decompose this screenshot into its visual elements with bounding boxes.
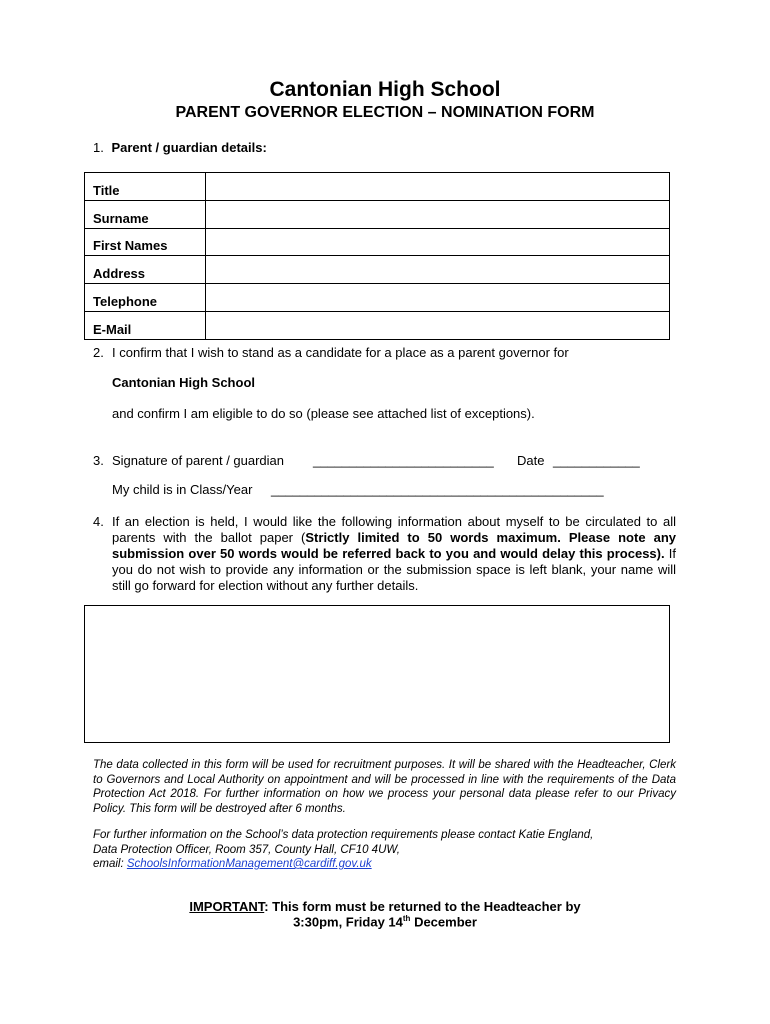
row-label-surname: Surname — [85, 200, 206, 228]
contact-line-1: For further information on the School’s data protection requirements please contact Katie England, — [93, 829, 594, 841]
surname-field[interactable] — [206, 200, 670, 228]
deadline-month: December — [410, 914, 477, 930]
class-year-line[interactable]: ______________________________________________ — [271, 482, 604, 497]
signature-label: Signature of parent / guardian — [112, 453, 285, 468]
row-label-title: Title — [85, 173, 206, 201]
info-text-b: If you do not wish to provide any information or the submission space is left blank, your name will still go forward for election without any further details. — [112, 546, 676, 593]
eligibility-text: and confirm I am eligible to do so (please see attached list of exceptions). — [112, 406, 535, 421]
circulation-info-text — [112, 514, 676, 594]
candidate-confirmation-text: I confirm that I wish to stand as a candidate for a place as a parent governor for — [112, 345, 569, 360]
table-row — [85, 173, 670, 201]
deadline-text: 3:30pm, Friday 14 — [293, 914, 403, 930]
email-label: email: — [93, 858, 127, 870]
table-row — [85, 256, 670, 284]
row-label-email: E-Mail — [85, 311, 206, 339]
email-link[interactable]: SchoolsInformationManagement@cardiff.gov.uk — [126, 858, 372, 870]
row-label-first-names: First Names — [85, 228, 206, 256]
title-field[interactable] — [206, 173, 670, 201]
contact-email-line — [93, 857, 676, 872]
date-label: Date — [517, 453, 545, 468]
section-2-number: 2. — [93, 345, 104, 360]
data-use-statement: The data collected in this form will be used for recruitment purposes. It will be shared with the Headteacher, Clerk to Governors and Local Authority on appointment and will be processed in line with the requirements of the Data Protection Act 2018. For further information on how we process your personal data please refer to our Privacy Policy. This form will be destroyed after 6 months. — [93, 759, 676, 815]
class-year-label: My child is in Class/Year — [112, 482, 253, 497]
table-row — [85, 284, 670, 312]
table-row — [85, 200, 670, 228]
info-text-a: If an election is held, I would like the following information about myself to be circulated to all parents with the ballot paper ( — [112, 514, 676, 545]
important-notice-line-1 — [0, 899, 770, 914]
first-names-field[interactable] — [206, 228, 670, 256]
table-row — [85, 228, 670, 256]
contact-line-2: Data Protection Officer, Room 357, County Hall, CF10 4UW, — [93, 843, 401, 856]
row-label-telephone: Telephone — [85, 284, 206, 312]
school-name: Cantonian High School — [112, 375, 255, 390]
form-subtitle: PARENT GOVERNOR ELECTION – NOMINATION FORM — [175, 104, 595, 121]
email-field[interactable] — [206, 311, 670, 339]
row-label-address: Address — [85, 256, 206, 284]
section-heading: Parent / guardian details: — [111, 140, 267, 155]
date-line[interactable]: ____________ — [553, 453, 640, 468]
section-3-number: 3. — [93, 453, 104, 468]
important-label: IMPORTANT — [189, 899, 265, 914]
telephone-field[interactable] — [206, 284, 670, 312]
address-field[interactable] — [206, 256, 670, 284]
section-1-heading — [93, 140, 267, 155]
table-row — [85, 311, 670, 339]
section-4-number: 4. — [93, 514, 104, 529]
signature-line[interactable]: _________________________ — [313, 453, 494, 468]
deadline-ordinal: th — [402, 914, 411, 923]
school-title: Cantonian High School — [269, 78, 501, 101]
important-text: : This form must be returned to the Headteacher by — [264, 899, 581, 914]
important-notice-line-2 — [0, 914, 770, 929]
section-number: 1. — [93, 140, 104, 155]
submission-textbox[interactable] — [84, 605, 670, 743]
parent-details-table — [84, 172, 670, 340]
data-protection-contact — [93, 828, 676, 872]
word-limit-text: Strictly limited to 50 words maximum. Please note any submission over 50 words would be referred back to you and would delay this process). — [112, 530, 676, 561]
